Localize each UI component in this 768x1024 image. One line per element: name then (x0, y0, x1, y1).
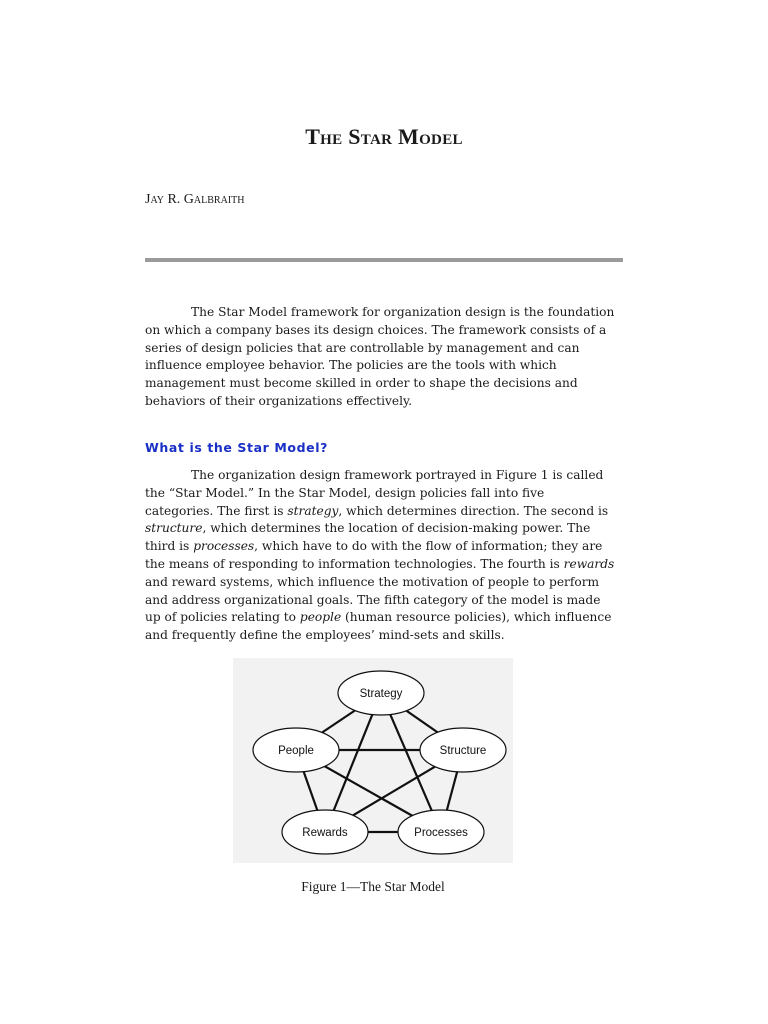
term-people: people (299, 610, 342, 625)
node-label-rewards: Rewards (302, 827, 348, 839)
body-text-3: , which determines the location of decision-making power. The third is (145, 521, 591, 554)
figure-caption: Figure 1—The Star Model (301, 879, 445, 894)
term-structure: structure (145, 521, 203, 536)
star-model-diagram (233, 658, 513, 863)
horizontal-rule (145, 258, 623, 262)
term-strategy: strategy (287, 503, 339, 518)
document-title: The Star Model (305, 124, 463, 149)
author-name: Jay R. Galbraith (145, 192, 245, 207)
term-rewards: rewards (563, 556, 615, 571)
intro-paragraph: The Star Model framework for organization design is the foundation on which a company bases its design choices. The framework consists of a series of design policies that are controllable by management and can influence employee behavior. The policies are the tools with which management must become skilled in order to shape the decisions and behaviors of their organizations effectively. (145, 305, 615, 408)
star-model-svg (233, 658, 513, 863)
term-processes: processes (193, 539, 255, 554)
section-heading: What is the Star Model? (145, 440, 328, 455)
node-label-processes: Processes (414, 827, 468, 839)
body-text-2: , which determines direction. The second is (338, 503, 609, 518)
node-label-strategy: Strategy (359, 688, 403, 700)
node-label-people: People (278, 745, 314, 757)
body-text-4: , which have to do with the flow of information; they are the means of responding to information technologies. The fourth is (145, 539, 603, 571)
node-label-structure: Structure (439, 745, 487, 757)
body-text-5: and reward systems, which influence the motivation of people to perform and address organizational goals. The fifth category of the model is made up of policies relating to (145, 574, 601, 625)
body-text-1: The organization design framework portrayed in Figure 1 is called the “Star Model.” In the Star Model, design policies fall into five categories. The first is (145, 468, 604, 518)
body-paragraph (145, 467, 615, 645)
body-text-6: (human resource policies), which influence and frequently define the employees’ mind-sets and skills. (145, 610, 612, 643)
